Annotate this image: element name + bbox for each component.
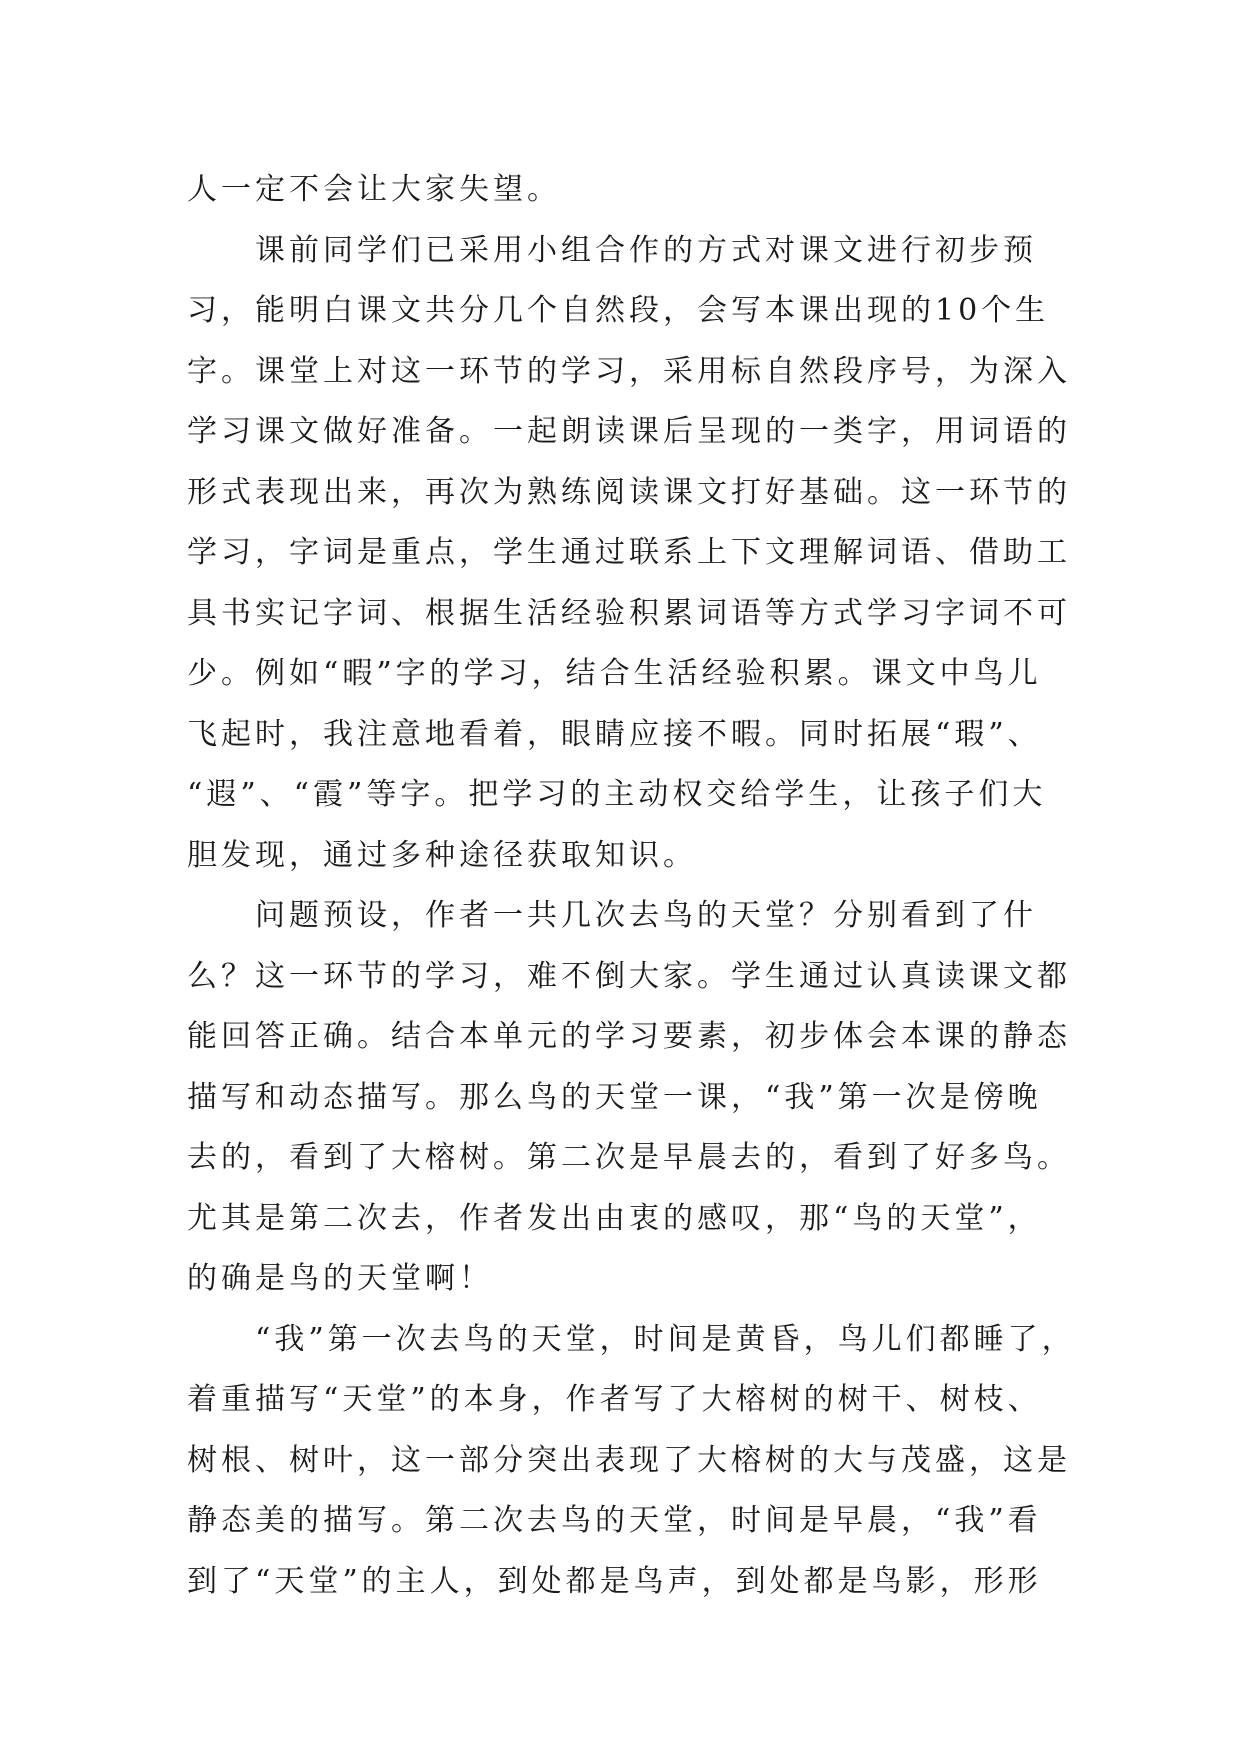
text-line: 的确是鸟的天堂啊！ [187, 1261, 493, 1296]
text-line: 能回答正确。结合本单元的学习要素，初步体会本课的静态 [187, 1019, 1071, 1054]
text-line: 问题预设，作者一共几次去鸟的天堂？分别看到了什 [255, 898, 1037, 933]
text-line: 树根、树叶，这一部分突出表现了大榕树的大与茂盛，这是 [187, 1442, 1071, 1478]
text-line: 具书实记字词、根据生活经验积累词语等方式学习字词不可 [187, 595, 1071, 631]
text-line: “我”第一次去鸟的天堂，时间是黄昏，鸟儿们都睡了， [255, 1321, 1076, 1357]
text-line: 字。课堂上对这一环节的学习，采用标自然段序号，为深入 [187, 353, 1071, 389]
text-line: 学习课文做好准备。一起朗读课后呈现的一类字，用词语的 [187, 414, 1071, 449]
text-line: 胆发现，通过多种途径获取知识。 [187, 837, 697, 873]
text-line: 人一定不会让大家失望。 [187, 172, 561, 207]
text-line: 尤其是第二次去，作者发出由衷的感叹，那“鸟的天堂”， [187, 1200, 1042, 1236]
text-line: 少。例如“暇”字的学习，结合生活经验积累。课文中鸟儿 [187, 656, 1042, 691]
text-line: “遐”、“霞”等字。把学习的主动权交给学生，让孩子们大 [187, 777, 1047, 812]
text-line: 么？这一环节的学习，难不倒大家。学生通过认真读课文都 [187, 958, 1071, 994]
text-line: 静态美的描写。第二次去鸟的天堂，时间是早晨，“我”看 [187, 1503, 1042, 1538]
text-line: 去的，看到了大榕树。第二次是早晨去的，看到了好多鸟。 [187, 1140, 1071, 1175]
text-line: 习，能明白课文共分几个自然段，会写本课出现的10个生 [187, 293, 1050, 328]
text-line: 描写和动态描写。那么鸟的天堂一课，“我”第一次是傍晚 [187, 1079, 1042, 1115]
text-line: 到了“天堂”的主人，到处都是鸟声，到处都是鸟影，形形 [187, 1563, 1042, 1599]
document-body [187, 160, 1076, 1612]
text-line: 课前同学们已采用小组合作的方式对课文进行初步预 [255, 232, 1037, 268]
text-line: 着重描写“天堂”的本身，作者写了大榕树的树干、树枝、 [187, 1382, 1042, 1417]
text-line: 飞起时，我注意地看着，眼睛应接不暇。同时拓展“瑕”、 [187, 716, 1042, 752]
text-line: 形式表现出来，再次为熟练阅读课文打好基础。这一环节的 [187, 474, 1071, 510]
text-line: 学习，字词是重点，学生通过联系上下文理解词语、借助工 [187, 535, 1071, 570]
